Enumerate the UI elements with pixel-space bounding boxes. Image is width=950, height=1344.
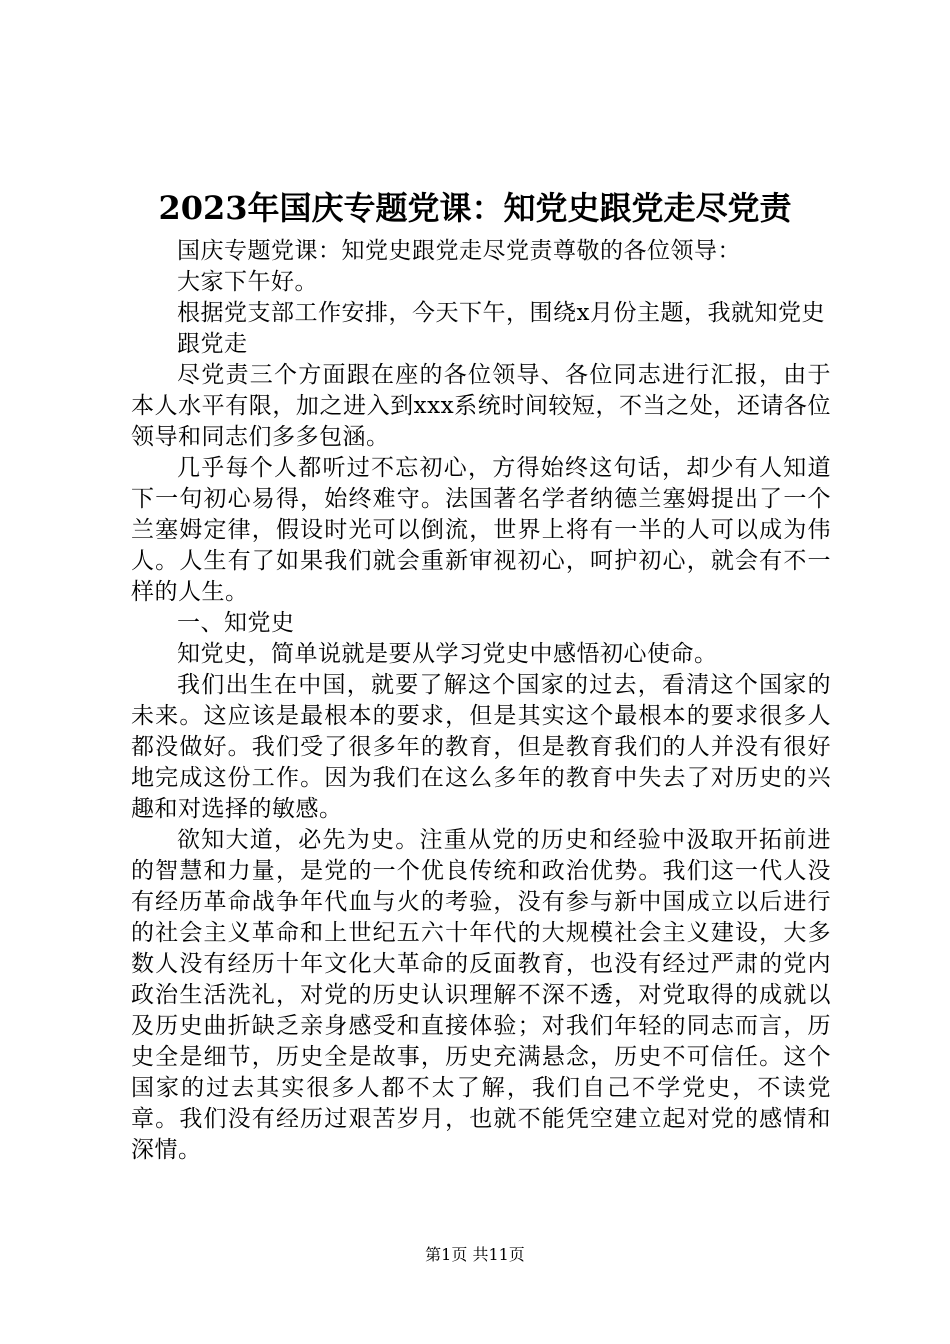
paragraph-salutation: 大家下午好。 (177, 269, 318, 295)
paragraph-know-history: 知党史，简单说就是要从学习党史中感悟初心使命。 (177, 641, 718, 667)
page-footer: 第1页 共11页 (425, 1245, 525, 1264)
document-title: 2023年国庆专题党课：知党史跟党走尽党责 (158, 189, 792, 227)
paragraph-original-intention: 几乎每个人都听过不忘初心，方得始终这句话，却少有人知道下一句初心易得，始终难守。法国著名学者纳德兰塞姆提出了一个兰塞姆定律，假设时光可以倒流，世界上将有一半的人可以成为伟人。人生有了如果我们就会重新审视初心，呵护初心，就会有不一样的人生。 (131, 455, 831, 605)
section-heading-know-history: 一、知党史 (177, 610, 295, 636)
document-body (131, 236, 831, 1166)
paragraph-intro: 根据党支部工作安排，今天下午，围绕x月份主题，我就知党史 (177, 300, 825, 326)
paragraph-report: 尽党责三个方面跟在座的各位领导、各位同志进行汇报，由于本人水平有限，加之进入到xxx系统时间较短，不当之处，还请各位领导和同志们多多包涵。 (131, 362, 831, 450)
paragraph-follow-party: 跟党走 (177, 331, 248, 357)
paragraph-learn-history: 欲知大道，必先为史。注重从党的历史和经验中汲取开拓前进的智慧和力量，是党的一个优良传统和政治优势。我们这一代人没有经历革命战争年代血与火的考验，没有参与新中国成立以后进行的社会主义革命和上世纪五六十年代的大规模社会主义建设，大多数人没有经历十年文化大革命的反面教育，也没有经过严肃的党内政治生活洗礼，对党的历史认识理解不深不透，对党取得的成就以及历史曲折缺乏亲身感受和直接体验；对我们年轻的同志而言，历史全是细节，历史全是故事，历史充满悬念，历史不可信任。这个国家的过去其实很多人都不太了解，我们自己不学党史，不读党章。我们没有经历过艰苦岁月，也就不能凭空建立起对党的感情和深情。 (131, 827, 831, 1163)
paragraph-born-in-china: 我们出生在中国，就要了解这个国家的过去，看清这个国家的未来。这应该是最根本的要求，但是其实这个最根本的要求很多人都没做好。我们受了很多年的教育，但是教育我们的人并没有很好地完成这份工作。因为我们在这么多年的教育中失去了对历史的兴趣和对选择的敏感。 (131, 672, 831, 822)
paragraph-greeting: 国庆专题党课：知党史跟党走尽党责尊敬的各位领导： (177, 238, 741, 264)
